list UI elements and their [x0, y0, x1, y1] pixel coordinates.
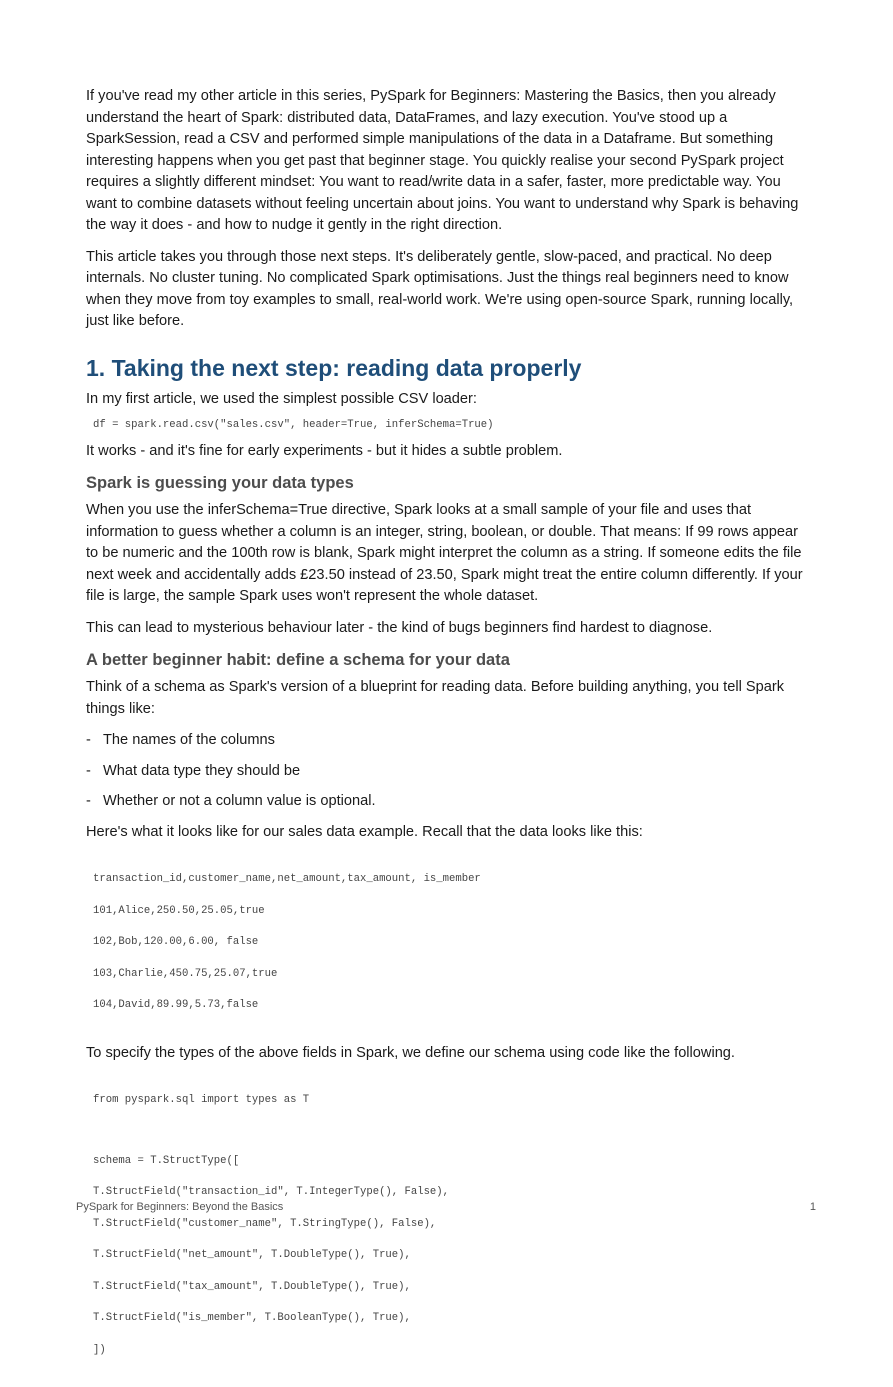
section-paragraph-2: It works - and it's fine for early experiments - but it hides a subtle problem.	[86, 442, 563, 459]
schema-bullet-list	[86, 730, 808, 813]
intro-paragraph-2: This article takes you through those next steps. It's deliberately gentle, slow-paced, and practical. No deep internals. No cluster tuning. No complicated Spark optimisations. Just the things real beginners need to know when they move from toy examples to small, real-world work. We're using open-source Spark, running locally, just like before.	[86, 248, 794, 329]
csv-data-code	[93, 853, 808, 1032]
code-line: T.StructField("tax_amount", T.DoubleType(), True),	[93, 1280, 411, 1293]
bullet-marker: -	[86, 793, 91, 809]
bullet-text: The names of the columns	[103, 732, 275, 748]
code-line: T.StructField("net_amount", T.DoubleType(), True),	[93, 1249, 411, 1261]
code-line: ])	[93, 1343, 106, 1356]
code-line: schema = T.StructType([	[93, 1154, 240, 1167]
subheading-define-schema: A better beginner habit: define a schema for your data	[86, 651, 510, 669]
section-heading: 1. Taking the next step: reading data properly	[86, 354, 582, 381]
schema-intro-paragraph: Think of a schema as Spark's version of a blueprint for reading data. Before building anything, you tell Spark things like:	[86, 679, 785, 717]
infer-schema-consequence: This can lead to mysterious behaviour later - the kind of bugs beginners find hardest to diagnose.	[86, 619, 713, 636]
footer-title: PySpark for Beginners: Beyond the Basics	[76, 1201, 284, 1213]
infer-schema-paragraph: When you use the inferSchema=True directive, Spark looks at a small sample of your file and uses that information to guess whether a column is an integer, string, boolean, or double. That means: If 99 rows appear to be numeric and the 100th row is blank, Spark might interpret the column as a string. If someone edits the file next week and accidentally adds £23.50 instead of 23.50, Spark might treat the entire column differently. If your file is large, the sample Spark uses won't represent the whole dataset.	[86, 502, 803, 604]
code-line: 104,David,89.99,5.73,false	[93, 999, 259, 1011]
code-line: transaction_id,customer_name,net_amount,tax_amount, is_member	[93, 873, 481, 885]
page-number: 1	[809, 1201, 816, 1213]
bullet-text: Whether or not a column value is optional.	[103, 793, 376, 809]
csv-loader-code: df = spark.read.csv("sales.csv", header=True, inferSchema=True)	[93, 419, 494, 431]
bullet-item	[86, 730, 808, 752]
schema-code-intro: To specify the types of the above fields in Spark, we define our schema using code like the following.	[86, 1044, 735, 1061]
bullet-item	[86, 791, 808, 813]
code-blank-line	[93, 1127, 808, 1135]
code-line: from pyspark.sql import types as T	[93, 1094, 310, 1106]
bullet-item	[86, 761, 808, 783]
subheading-infer-schema: Spark is guessing your data types	[86, 474, 354, 492]
code-line: 101,Alice,250.50,25.05,true	[93, 904, 265, 917]
section-paragraph-1: In my first article, we used the simplest possible CSV loader:	[86, 390, 477, 407]
bullet-marker: -	[86, 732, 91, 748]
code-line: 102,Bob,120.00,6.00, false	[93, 936, 259, 948]
bullet-marker: -	[86, 762, 91, 779]
code-line: T.StructField("transaction_id", T.IntegerType(), False),	[93, 1186, 450, 1198]
sales-data-intro: Here's what it looks like for our sales data example. Recall that the data looks like this:	[86, 823, 643, 840]
intro-paragraph-1: If you've read my other article in this series, PySpark for Beginners: Mastering the Basics, then you already understand the heart of Spark: distributed data, DataFrames, and lazy execution. You've stood up a SparkSession, read a CSV and performed simple manipulations of the data in a Dataframe. But something interesting happens when you get past that beginner stage. You quickly realise your second PySpark project requires a slightly different mindset: You want to read/write data in a safer, faster, more predictable way. You want to combine datasets without feeling uncertain about joins. You want to understand why Spark is behaving the way it does - and how to nudge it gently in the right direction.	[86, 88, 799, 233]
code-line: 103,Charlie,450.75,25.07,true	[93, 967, 278, 980]
schema-code	[93, 1074, 808, 1376]
document-page	[86, 86, 808, 1387]
bullet-text: What data type they should be	[103, 762, 301, 779]
code-line: T.StructField("customer_name", T.StringType(), False),	[93, 1217, 437, 1230]
code-line: T.StructField("is_member", T.BooleanType(), True),	[93, 1312, 411, 1324]
